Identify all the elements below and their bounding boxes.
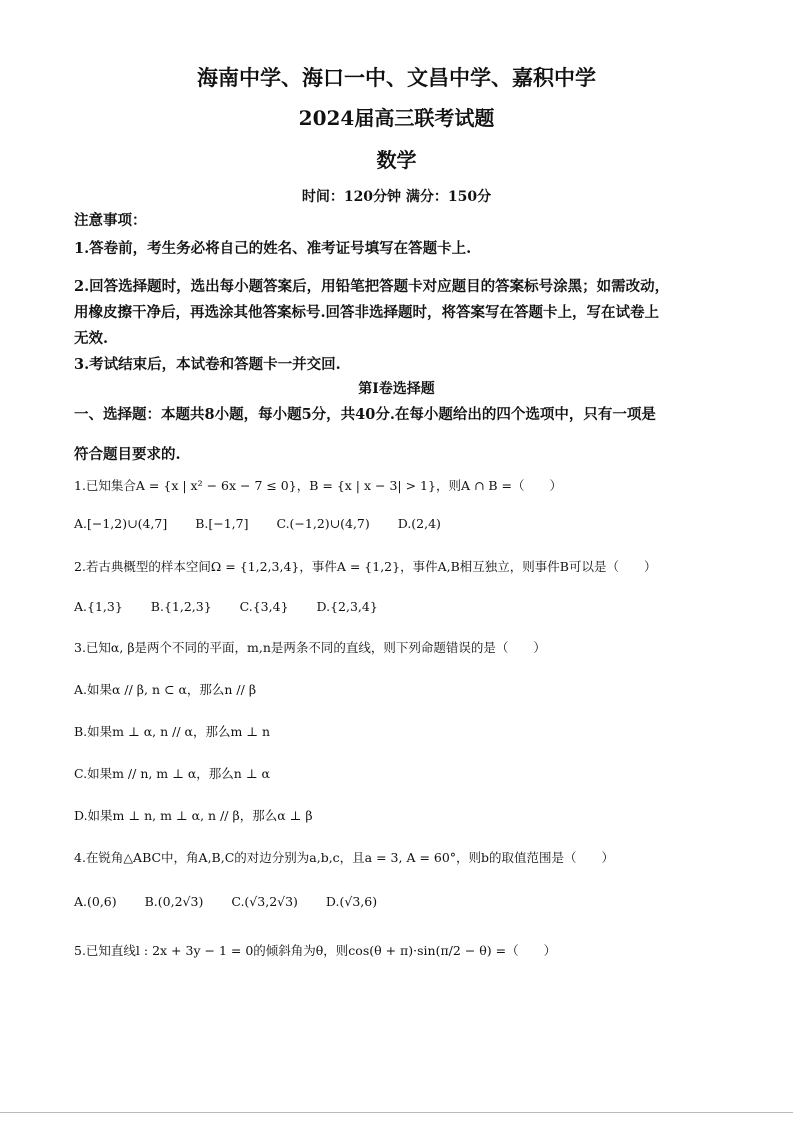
question-4-stem: 4.在锐角△ABC中，角A,B,C的对边分别为a,b,c，且a = 3, A = 60°，则b的取值范围是（ ） [74, 850, 615, 865]
question-1-option-c: C.(−1,2)∪(4,7) [276, 516, 370, 531]
question-4-options [74, 892, 401, 912]
question-3-option-d: D.如果m ⊥ n, m ⊥ α, n // β，那么α ⊥ β [74, 808, 313, 823]
notice-item-2-end: 无效. [74, 330, 109, 347]
question-5-stem: 5.已知直线l : 2x + 3y − 1 = 0的倾斜角为θ，则cos(θ + π)·sin(π/2 − θ) =（ ） [74, 943, 557, 958]
notice-item-2-cont: 用橡皮擦干净后，再选涂其他答案标号.回答非选择题时，将答案写在答题卡上，写在试卷上 [74, 304, 660, 321]
exam-title: 2024届高三联考试题 [298, 106, 495, 130]
question-2-option-c: C.{3,4} [239, 599, 289, 614]
question-4-option-b: B.(0,2√3) [144, 894, 204, 909]
page-bottom-divider [0, 1112, 793, 1113]
section-instruction-1: 一、选择题：本题共8小题，每小题5分，共40分.在每小题给出的四个选项中，只有一项是 [74, 406, 656, 423]
question-2-option-d: D.{2,3,4} [316, 599, 378, 614]
question-1-option-d: D.(2,4) [397, 516, 441, 531]
question-2-options [74, 597, 402, 617]
section-title: 第I卷选择题 [358, 381, 435, 397]
question-4-option-d: D.(√3,6) [325, 894, 378, 909]
question-1-option-a: A.[−1,2)∪(4,7] [74, 516, 168, 531]
time-info: 时间：120分钟 满分：150分 [301, 189, 492, 205]
notice-item-1: 1.答卷前，考生务必将自己的姓名、准考证号填写在答题卡上. [74, 240, 472, 257]
notice-item-3: 3.考试结束后，本试卷和答题卡一并交回. [74, 356, 341, 373]
notice-heading: 注意事项： [74, 212, 147, 229]
question-3-stem: 3.已知α, β是两个不同的平面，m,n是两条不同的直线，则下列命题错误的是（ ） [74, 640, 546, 655]
question-2-option-b: B.{1,2,3} [150, 599, 212, 614]
question-3-option-a: A.如果α // β, n ⊂ α，那么n // β [74, 682, 257, 697]
question-2-stem: 2.若古典概型的样本空间Ω = {1,2,3,4}，事件A = {1,2}，事件A,B相互独立，则事件B可以是（ ） [74, 559, 657, 574]
notice-item-2: 2.回答选择题时，选出每小题答案后，用铅笔把答题卡对应题目的答案标号涂黑；如需改动， [74, 278, 670, 295]
subject-title: 数学 [376, 148, 417, 172]
question-4-option-a: A.(0,6) [74, 894, 117, 909]
section-instruction-2: 符合题目要求的. [74, 446, 181, 463]
question-1-options [74, 514, 465, 534]
question-1-stem: 1.已知集合A = {x | x² − 6x − 7 ≤ 0}，B = {x | x − 3| > 1}，则A ∩ B =（ ） [74, 478, 563, 493]
question-1-option-b: B.[−1,7] [195, 516, 249, 531]
question-4-option-c: C.(√3,2√3) [231, 894, 298, 909]
question-2-option-a: A.{1,3} [74, 599, 123, 614]
question-3-option-c: C.如果m // n, m ⊥ α，那么n ⊥ α [74, 766, 271, 781]
schools-title: 海南中学、海口一中、文昌中学、嘉积中学 [197, 65, 596, 90]
question-3-option-b: B.如果m ⊥ α, n // α，那么m ⊥ n [74, 724, 271, 739]
